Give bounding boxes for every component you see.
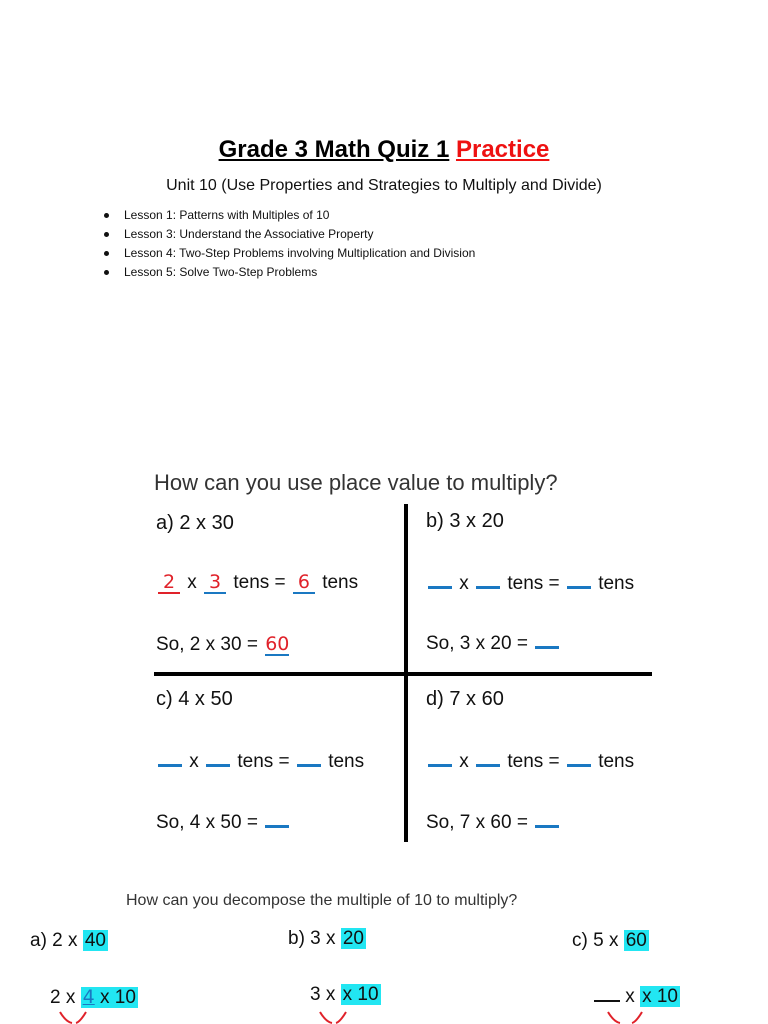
tens-equals-text: tens =	[233, 572, 286, 593]
decompose-a-line	[50, 986, 138, 1009]
cell-c-label: c) 4 x 50	[156, 688, 233, 710]
cell-b-so-line	[426, 632, 561, 655]
title-accent: Practice	[455, 136, 550, 163]
answer-tens: 6	[293, 572, 315, 594]
tens-text: tens	[328, 751, 365, 772]
line-prefix: 2 x	[50, 987, 76, 1008]
label-prefix: a) 2 x	[30, 930, 78, 951]
line-suffix: x 10	[642, 986, 678, 1007]
grid-horizontal-divider	[154, 672, 652, 676]
highlighted-multiple: 20	[342, 928, 364, 949]
blank[interactable]	[567, 750, 591, 767]
answer-digit: 4	[82, 986, 95, 1008]
decompose-a-label	[30, 930, 108, 952]
decompose-answer	[81, 987, 138, 1008]
times-sign: x	[459, 573, 469, 594]
tens-text: tens	[322, 572, 359, 593]
so-text: So, 7 x 60 =	[426, 812, 528, 833]
blank[interactable]	[206, 750, 230, 767]
place-value-question: How can you use place value to multiply?	[154, 470, 558, 495]
cell-b-label: b) 3 x 20	[426, 510, 504, 532]
cell-d-so-line	[426, 811, 561, 834]
blank[interactable]	[297, 750, 321, 767]
tens-text: tens	[598, 573, 635, 594]
cell-c-tens-line	[156, 750, 364, 773]
label-prefix: b) 3 x	[288, 928, 336, 949]
decompose-question: How can you decompose the multiple of 10 to multiply?	[126, 892, 518, 909]
blank[interactable]	[535, 632, 559, 649]
cell-a-so-line	[156, 634, 291, 656]
times-sign: x	[187, 572, 197, 593]
blank[interactable]	[476, 572, 500, 589]
lesson-list	[104, 206, 475, 282]
label-prefix: c) 5 x	[572, 930, 619, 951]
blank[interactable]	[428, 750, 452, 767]
highlighted-multiple: 40	[84, 930, 106, 951]
branch-mark-icon	[314, 1010, 364, 1024]
blank[interactable]	[428, 572, 452, 589]
so-text: So, 4 x 50 =	[156, 812, 258, 833]
answer-factor-2: 3	[204, 572, 226, 594]
tens-equals-text: tens =	[507, 573, 560, 594]
line-prefix: 3 x	[310, 984, 336, 1005]
so-text: So, 2 x 30 =	[156, 634, 258, 655]
decompose-blank[interactable]	[640, 986, 680, 1007]
tens-equals-text: tens =	[237, 751, 290, 772]
list-item: Lesson 1: Patterns with Multiples of 10	[104, 206, 475, 225]
line-prefix: x	[625, 986, 635, 1007]
blank[interactable]	[535, 811, 559, 828]
list-item: Lesson 4: Two-Step Problems involving Multiplication and Division	[104, 244, 475, 263]
cell-d-label: d) 7 x 60	[426, 688, 504, 710]
highlighted-multiple: 60	[625, 930, 647, 951]
blank[interactable]	[594, 986, 620, 1002]
cell-d-tens-line	[426, 750, 634, 773]
cell-b-tens-line	[426, 572, 634, 595]
place-value-grid	[154, 504, 652, 842]
line-suffix: x 10	[100, 987, 136, 1008]
answer-factor-1: 2	[158, 572, 180, 594]
branch-mark-icon	[602, 1010, 652, 1024]
cell-a-label: a) 2 x 30	[156, 512, 234, 534]
decompose-blank[interactable]	[341, 984, 381, 1005]
tens-equals-text: tens =	[507, 751, 560, 772]
branch-mark-icon	[52, 1010, 102, 1024]
decompose-c-line	[594, 986, 680, 1008]
page-title	[0, 136, 768, 164]
answer-product: 60	[265, 633, 290, 655]
times-sign: x	[189, 751, 199, 772]
cell-c-so-line	[156, 811, 291, 834]
list-item: Lesson 3: Understand the Associative Property	[104, 225, 475, 244]
so-text: So, 3 x 20 =	[426, 633, 528, 654]
blank[interactable]	[265, 811, 289, 828]
cell-a-tens-line	[156, 572, 358, 594]
blank[interactable]	[567, 572, 591, 589]
list-item: Lesson 5: Solve Two-Step Problems	[104, 263, 475, 282]
decompose-c-label	[572, 930, 649, 952]
decompose-b-label	[288, 928, 366, 950]
subtitle: Unit 10 (Use Properties and Strategies to Multiply and Divide)	[166, 177, 602, 194]
blank[interactable]	[158, 750, 182, 767]
times-sign: x	[459, 751, 469, 772]
line-suffix: x 10	[342, 984, 379, 1005]
blank[interactable]	[476, 750, 500, 767]
title-main: Grade 3 Math Quiz 1	[218, 136, 450, 163]
tens-text: tens	[598, 751, 635, 772]
decompose-b-line	[310, 984, 381, 1006]
